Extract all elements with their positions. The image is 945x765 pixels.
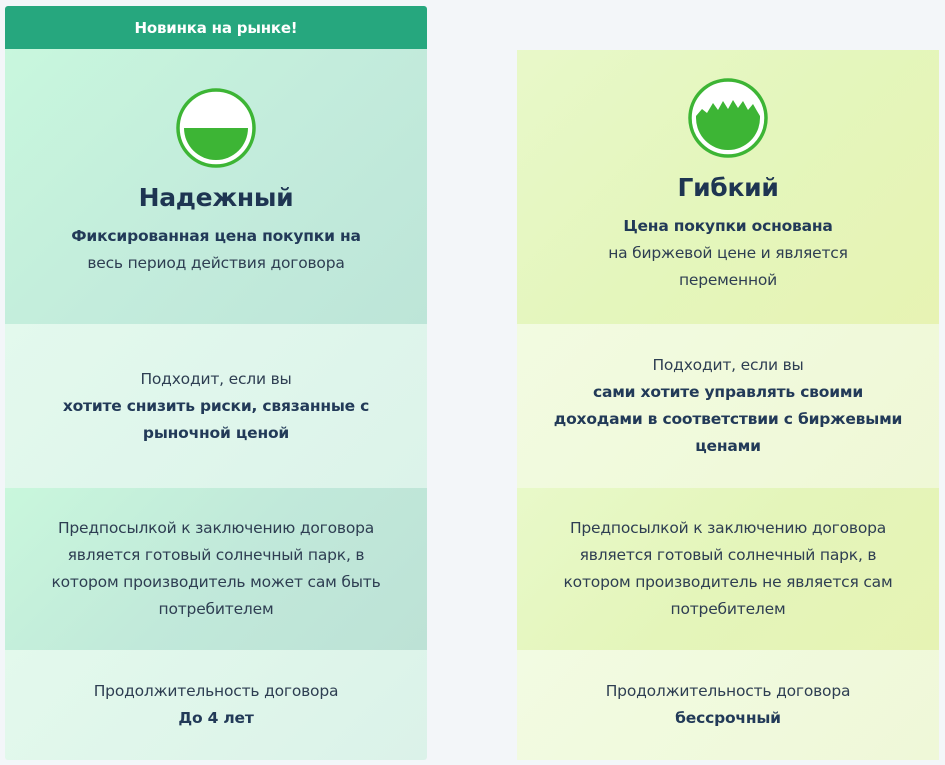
suitability-text: хотите снизить риски, связанные с — [62, 396, 370, 415]
prerequisite-text: Предпосылкой к заключению договора — [57, 519, 375, 537]
card-description-bold: Фиксированная цена покупки на — [71, 227, 361, 245]
card-title: Надежный — [138, 183, 294, 212]
suitability-intro: Подходит, если вы — [140, 369, 292, 388]
suitability-text: рыночной ценой — [142, 423, 290, 442]
flexible-price-card — [517, 50, 939, 760]
wave-filled-circle-icon — [687, 77, 769, 159]
suitability-section — [517, 324, 939, 488]
prerequisite-text: котором производитель может сам быть — [51, 573, 381, 591]
fixed-card-header — [5, 49, 427, 324]
new-on-market-badge: Новинка на рынке! — [5, 6, 427, 49]
prerequisite-text: потребителем — [158, 600, 274, 618]
flexible-card-header — [517, 50, 939, 324]
duration-section — [517, 650, 939, 760]
half-filled-circle-icon — [175, 87, 257, 169]
duration-label: Продолжительность договора — [605, 682, 851, 700]
card-description: весь период действия договора — [87, 254, 345, 272]
duration-label: Продолжительность договора — [93, 682, 339, 700]
prerequisite-text: потребителем — [670, 600, 786, 618]
prerequisite-section — [5, 488, 427, 650]
duration-section — [5, 650, 427, 760]
card-description: переменной — [678, 271, 778, 289]
suitability-text: ценами — [695, 437, 761, 455]
duration-value: До 4 лет — [178, 709, 254, 727]
fixed-price-card — [5, 6, 427, 760]
prerequisite-text: Предпосылкой к заключению договора — [569, 519, 887, 537]
prerequisite-text: является готовый солнечный парк, в — [67, 546, 365, 564]
prerequisite-text: котором производитель не является сам — [563, 573, 893, 591]
suitability-section — [5, 324, 427, 488]
suitability-intro: Подходит, если вы — [652, 356, 804, 374]
suitability-text: сами хотите управлять своими — [592, 383, 864, 401]
duration-value: бессрочный — [675, 709, 781, 727]
suitability-text: доходами в соответствии с биржевыми — [553, 410, 903, 428]
card-description: на биржевой цене и является — [608, 244, 848, 262]
card-description-bold: Цена покупки основана — [623, 217, 833, 235]
prerequisite-text: является готовый солнечный парк, в — [579, 546, 877, 564]
card-title: Гибкий — [677, 173, 779, 202]
prerequisite-section — [517, 488, 939, 650]
